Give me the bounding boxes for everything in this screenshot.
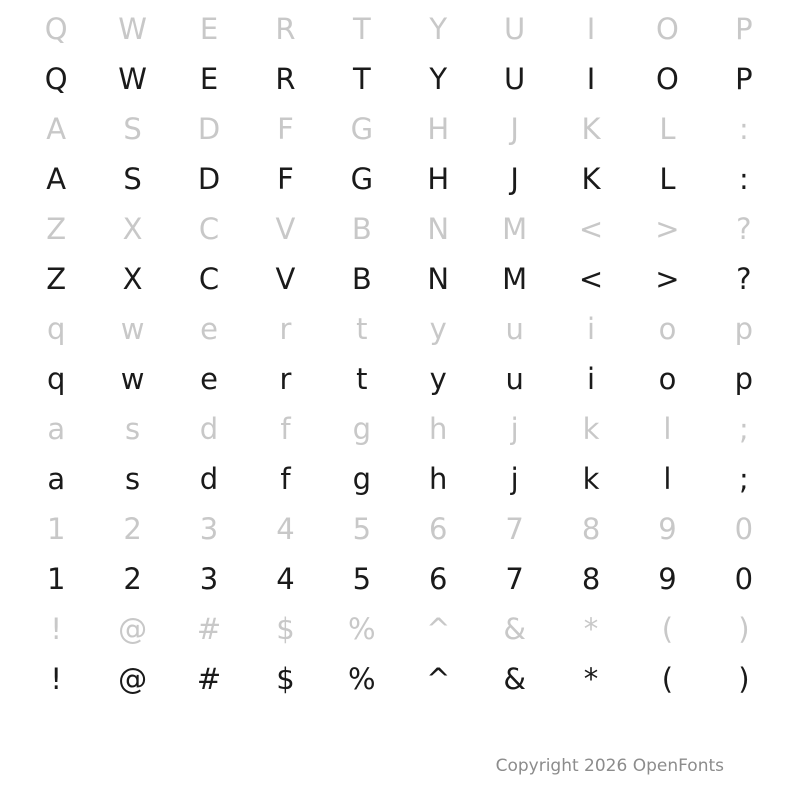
glyph-cell: 8 xyxy=(581,562,601,596)
glyph-cell: J xyxy=(510,112,519,146)
glyph-cell: I xyxy=(586,62,596,96)
glyph-cell: T xyxy=(352,62,371,96)
glyph-row-solid xyxy=(0,654,800,704)
glyph-row-solid xyxy=(0,354,800,404)
glyph-cell: N xyxy=(427,212,450,246)
glyph-cell: X xyxy=(122,262,143,296)
glyph-cell: T xyxy=(352,12,371,46)
glyph-cell: ( xyxy=(661,662,674,696)
glyph-cell: 4 xyxy=(276,512,295,546)
glyph-cell: ! xyxy=(50,612,63,646)
glyph-row-ghost xyxy=(0,304,800,354)
glyph-cell: ? xyxy=(736,262,752,296)
glyph-cell: & xyxy=(503,612,526,646)
glyph-cell: 3 xyxy=(199,512,219,546)
glyph-cell: f xyxy=(280,412,291,446)
glyph-cell: E xyxy=(199,12,219,46)
glyph-row-ghost xyxy=(0,504,800,554)
glyph-cell: ? xyxy=(736,212,752,246)
glyph-row-solid xyxy=(0,554,800,604)
glyph-cell: : xyxy=(738,162,749,196)
glyph-cell: W xyxy=(118,12,147,46)
glyph-cell: u xyxy=(505,362,524,396)
glyph-cell: L xyxy=(659,112,676,146)
glyph-cell: V xyxy=(275,212,296,246)
glyph-cell: e xyxy=(200,362,218,396)
glyph-cell: 0 xyxy=(734,512,754,546)
glyph-cell: O xyxy=(656,62,679,96)
glyph-cell: D xyxy=(197,162,221,196)
glyph-row-solid xyxy=(0,154,800,204)
glyph-cell: < xyxy=(578,262,604,296)
glyph-cell: s xyxy=(125,412,141,446)
glyph-cell: K xyxy=(581,162,601,196)
glyph-cell: j xyxy=(510,462,519,496)
glyph-row-ghost xyxy=(0,604,800,654)
glyph-cell: Z xyxy=(46,262,67,296)
glyph-cell: F xyxy=(277,162,294,196)
glyph-cell: @ xyxy=(118,662,148,696)
glyph-cell: : xyxy=(738,112,749,146)
glyph-cell: ; xyxy=(738,412,749,446)
glyph-cell: 1 xyxy=(46,512,66,546)
glyph-cell: F xyxy=(277,112,294,146)
glyph-cell: f xyxy=(280,462,291,496)
glyph-cell: D xyxy=(197,112,221,146)
glyph-cell: y xyxy=(429,312,447,346)
glyph-cell: h xyxy=(429,462,448,496)
glyph-cell: C xyxy=(198,262,220,296)
glyph-cell: R xyxy=(275,62,296,96)
glyph-cell: r xyxy=(279,362,292,396)
glyph-cell: Q xyxy=(44,62,68,96)
glyph-cell: B xyxy=(351,212,372,246)
glyph-cell: ( xyxy=(661,612,674,646)
glyph-cell: h xyxy=(429,412,448,446)
glyph-cell: ; xyxy=(738,462,749,496)
glyph-cell: q xyxy=(46,362,66,396)
glyph-cell: J xyxy=(510,162,519,196)
glyph-cell: % xyxy=(348,612,376,646)
glyph-cell: Y xyxy=(429,62,448,96)
glyph-cell: ^ xyxy=(426,612,451,646)
glyph-cell: 9 xyxy=(658,562,677,596)
glyph-cell: U xyxy=(504,62,526,96)
glyph-cell: % xyxy=(348,662,376,696)
glyph-cell: q xyxy=(46,312,66,346)
glyph-cell: 2 xyxy=(123,562,142,596)
glyph-cell: P xyxy=(735,62,753,96)
glyph-cell: & xyxy=(503,662,526,696)
glyph-cell: V xyxy=(275,262,296,296)
glyph-cell: a xyxy=(47,462,66,496)
glyph-cell: i xyxy=(587,362,596,396)
glyph-cell: < xyxy=(578,212,604,246)
glyph-cell: M xyxy=(502,262,528,296)
glyph-cell: a xyxy=(47,412,66,446)
glyph-cell: I xyxy=(586,12,596,46)
glyph-cell: > xyxy=(655,212,680,246)
glyph-cell: g xyxy=(352,462,372,496)
glyph-cell: X xyxy=(122,212,143,246)
glyph-cell: t xyxy=(356,362,368,396)
glyph-cell: u xyxy=(505,312,524,346)
glyph-row-solid xyxy=(0,254,800,304)
glyph-cell: B xyxy=(351,262,372,296)
glyph-cell: > xyxy=(655,262,680,296)
glyph-row-ghost xyxy=(0,204,800,254)
glyph-cell: g xyxy=(352,412,372,446)
glyph-cell: p xyxy=(734,362,754,396)
glyph-cell: * xyxy=(583,612,599,646)
glyph-cell: w xyxy=(120,362,145,396)
glyph-cell: H xyxy=(427,162,450,196)
glyph-cell: 0 xyxy=(734,562,754,596)
glyph-cell: # xyxy=(196,612,222,646)
glyph-cell: s xyxy=(125,462,141,496)
glyph-row-solid xyxy=(0,54,800,104)
glyph-cell: i xyxy=(587,312,596,346)
glyph-cell: j xyxy=(510,412,519,446)
glyph-cell: e xyxy=(200,312,218,346)
glyph-cell: 9 xyxy=(658,512,677,546)
glyph-cell: 2 xyxy=(123,512,142,546)
glyph-cell: N xyxy=(427,262,450,296)
glyph-cell: 4 xyxy=(276,562,295,596)
glyph-cell: O xyxy=(656,12,679,46)
glyph-cell: y xyxy=(429,362,447,396)
glyph-cell: 6 xyxy=(429,512,448,546)
glyph-row-ghost xyxy=(0,404,800,454)
glyph-cell: * xyxy=(583,662,599,696)
glyph-cell: 3 xyxy=(199,562,219,596)
glyph-cell: U xyxy=(504,12,526,46)
glyph-cell: $ xyxy=(276,612,295,646)
glyph-cell: E xyxy=(199,62,219,96)
glyph-cell: p xyxy=(734,312,754,346)
glyph-cell: t xyxy=(356,312,368,346)
glyph-cell: d xyxy=(199,462,219,496)
glyph-cell: 8 xyxy=(581,512,601,546)
glyph-cell: A xyxy=(46,112,67,146)
glyph-cell: C xyxy=(198,212,220,246)
glyph-cell: P xyxy=(735,12,753,46)
glyph-cell: ! xyxy=(50,662,63,696)
glyph-cell: ^ xyxy=(426,662,451,696)
glyph-row-ghost xyxy=(0,104,800,154)
glyph-cell: o xyxy=(658,312,677,346)
glyph-cell: ) xyxy=(738,612,750,646)
glyph-cell: w xyxy=(120,312,145,346)
glyph-cell: M xyxy=(502,212,528,246)
glyph-cell: # xyxy=(196,662,222,696)
glyph-cell: 7 xyxy=(505,562,524,596)
glyph-cell: r xyxy=(279,312,292,346)
glyph-cell: 5 xyxy=(352,512,372,546)
glyph-cell: d xyxy=(199,412,219,446)
glyph-cell: k xyxy=(582,462,600,496)
glyph-cell: R xyxy=(275,12,296,46)
glyph-cell: Q xyxy=(44,12,68,46)
copyright-notice: Copyright 2026 OpenFonts xyxy=(495,756,724,776)
glyph-row-solid xyxy=(0,454,800,504)
glyph-cell: G xyxy=(350,162,374,196)
glyph-cell: G xyxy=(350,112,374,146)
glyph-cell: @ xyxy=(118,612,148,646)
glyph-row-ghost xyxy=(0,4,800,54)
glyph-cell: Z xyxy=(46,212,67,246)
glyph-cell: Y xyxy=(429,12,448,46)
glyph-cell: K xyxy=(581,112,601,146)
glyph-cell: $ xyxy=(276,662,295,696)
glyph-cell: W xyxy=(118,62,147,96)
glyph-cell: H xyxy=(427,112,450,146)
glyph-cell: k xyxy=(582,412,600,446)
glyph-cell: S xyxy=(123,162,142,196)
glyph-cell: S xyxy=(123,112,142,146)
glyph-cell: 6 xyxy=(429,562,448,596)
glyph-cell: 7 xyxy=(505,512,524,546)
glyph-cell: 5 xyxy=(352,562,372,596)
glyph-cell: L xyxy=(659,162,676,196)
glyph-cell: l xyxy=(663,462,672,496)
glyph-cell: o xyxy=(658,362,677,396)
glyph-cell: ) xyxy=(738,662,750,696)
glyph-cell: l xyxy=(663,412,672,446)
glyph-cell: A xyxy=(46,162,67,196)
glyph-cell: 1 xyxy=(46,562,66,596)
